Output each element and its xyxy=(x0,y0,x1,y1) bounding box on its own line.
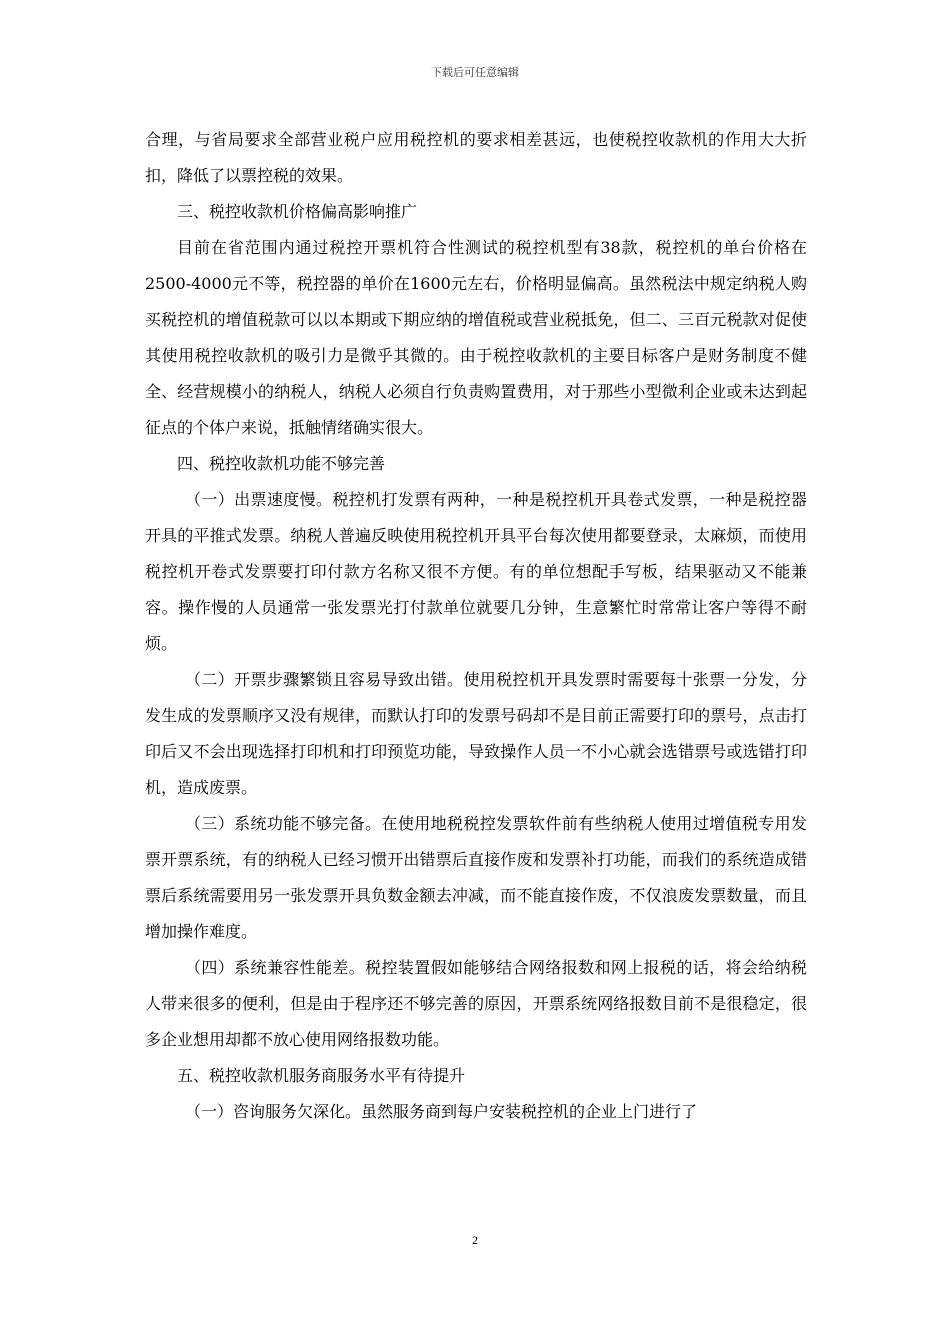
document-body xyxy=(145,122,807,1130)
page-header: 下载后可任意编辑 xyxy=(431,66,519,79)
section-heading-5: 五、税控收款机服务商服务水平有待提升 xyxy=(177,1066,466,1085)
paragraph-item-4-4: （四）系统兼容性能差。税控装置假如能够结合网络报数和网上报税的话，将会给纳税人带来很多的便利，但是由于程序还不够完善的原因，开票系统网络报数目前不是很稳定，很多企业想用却都不放心使用网络报数功能。 xyxy=(145,958,807,1049)
paragraph-item-4-3: （三）系统功能不够完备。在使用地税税控发票软件前有些纳税人使用过增值税专用发票开票系统，有的纳税人已经习惯开出错票后直接作废和发票补打功能，而我们的系统造成错票后系统需要用另一张发票开具负数金额去冲减，而不能直接作废，不仅浪废发票数量，而且增加操作难度。 xyxy=(145,814,807,941)
section-heading-3: 三、税控收款机价格偏高影响推广 xyxy=(177,202,418,221)
paragraph-continuation: 合理，与省局要求全部营业税户应用税控机的要求相差甚远，也使税控收款机的作用大大折扣，降低了以票控税的效果。 xyxy=(145,130,807,185)
paragraph-price: 目前在省范围内通过税控开票机符合性测试的税控机型有38款，税控机的单台价格在2500-4000元不等，税控器的单价在1600元左右，价格明显偏高。虽然税法中规定纳税人购买税控机的增值税款可以以本期或下期应纳的增值税或营业税抵免，但二、三百元税款对促使其使用税控收款机的吸引力是微乎其微的。由于税控收款机的主要目标客户是财务制度不健全、经营规模小的纳税人，纳税人必须自行负责购置费用，对于那些小型微利企业或未达到起征点的个体户来说，抵触情绪确实很大。 xyxy=(145,238,807,437)
section-heading-4: 四、税控收款机功能不够完善 xyxy=(177,454,386,473)
paragraph-item-5-1: （一）咨询服务欠深化。虽然服务商到每户安装税控机的企业上门进行了 xyxy=(185,1102,698,1121)
paragraph-item-4-1: （一）出票速度慢。税控机打发票有两种，一种是税控机开具卷式发票，一种是税控器开具的平推式发票。纳税人普遍反映使用税控机开具平台每次使用都要登录，太麻烦，而使用税控机开卷式发票要打印付款方名称又很不方便。有的单位想配手写板，结果驱动又不能兼容。操作慢的人员通常一张发票光打付款单位就要几分钟，生意繁忙时常常让客户等得不耐烦。 xyxy=(145,490,807,653)
page-number: 2 xyxy=(472,1233,478,1247)
paragraph-item-4-2: （二）开票步骤繁锁且容易导致出错。使用税控机开具发票时需要每十张票一分发，分发生成的发票顺序又没有规律，而默认打印的发票号码却不是目前正需要打印的票号，点击打印后又不会出现选择打印机和打印预览功能，导致操作人员一不小心就会选错票号或选错打印机，造成废票。 xyxy=(145,670,807,797)
